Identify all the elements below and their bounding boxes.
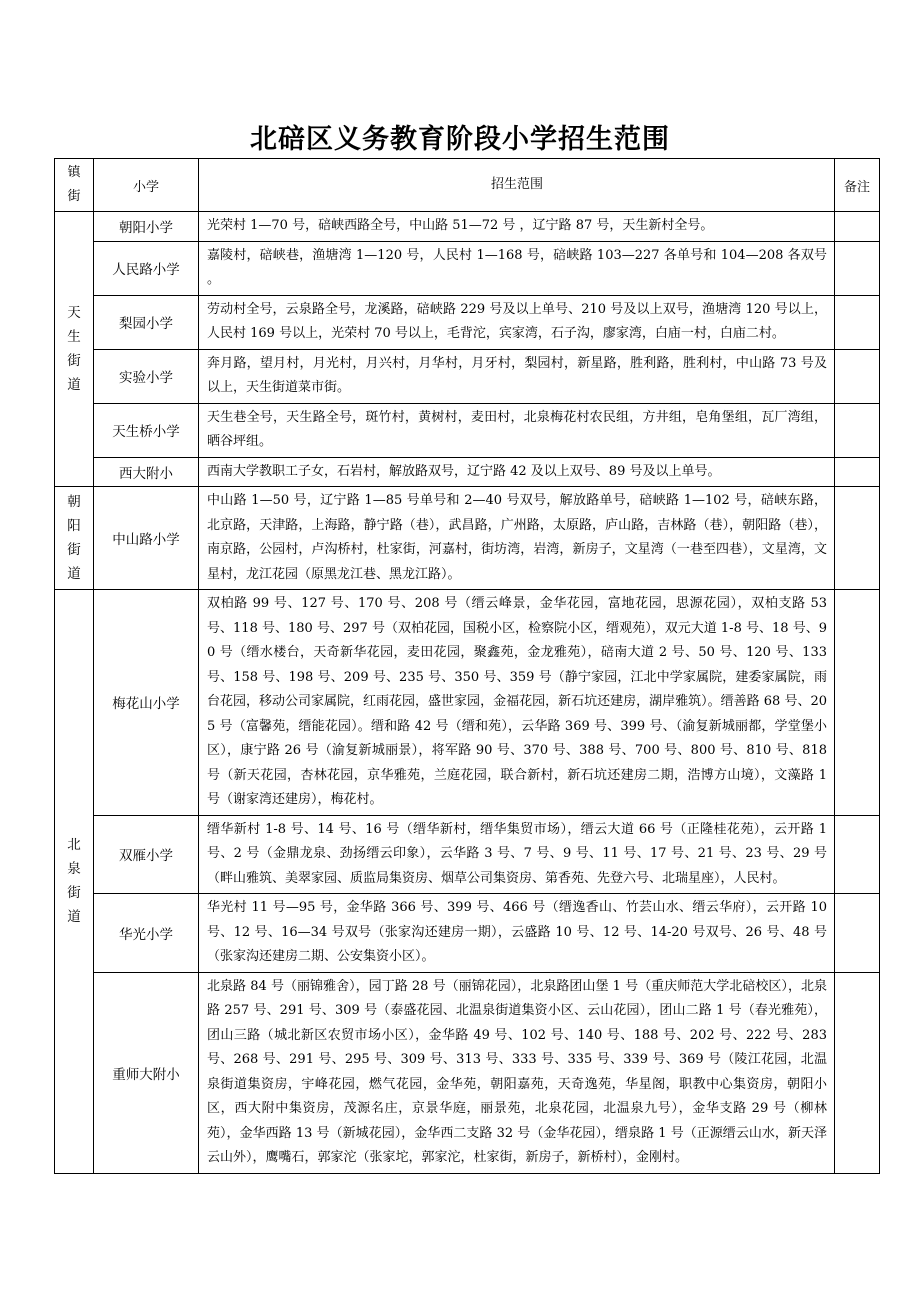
page-title: 北碚区义务教育阶段小学招生范围 xyxy=(250,124,670,155)
school-name: 中山路小学 xyxy=(94,487,199,590)
school-name: 梨园小学 xyxy=(94,295,199,349)
enroll-range: 奔月路，望月村，月光村，月兴村，月华村，月牙村，梨园村，新星路，胜利路，胜利村，中山路 73 号及以上，天生街道菜市街。 xyxy=(199,349,835,403)
enroll-range: 光荣村 1—70 号，碚峡西路全号，中山路 51—72 号 ，辽宁路 87 号，天生新村全号。 xyxy=(199,212,835,242)
table-header-row xyxy=(55,159,880,212)
header-note: 备注 xyxy=(835,159,880,212)
school-name: 双雁小学 xyxy=(94,815,199,894)
table-row xyxy=(55,212,880,242)
table-row xyxy=(55,972,880,1173)
enroll-range: 缙华新村 1-8 号、14 号、16 号（缙华新村，缙华集贸市场），缙云大道 66 号（正隆桂花苑），云开路 1 号、2 号（金鼎龙泉、劲扬缙云印象），云华路 3 号、7 号、9 号、11 号、17 号、21 号、23 号、29 号（畔山雅筑、美翠家园、质监局集资房、烟草公司集资房、第香苑、先登六号、北瑞星座），人民村。 xyxy=(199,815,835,894)
enroll-range: 天生巷全号，天生路全号，斑竹村，黄树村，麦田村，北泉梅花村农民组，方井组，皂角堡组，瓦厂湾组，晒谷坪组。 xyxy=(199,403,835,457)
town-cell: 朝阳街道 xyxy=(55,487,94,590)
town-cell: 天生街道 xyxy=(55,212,94,487)
school-name: 天生桥小学 xyxy=(94,403,199,457)
table-row xyxy=(55,815,880,894)
note-cell xyxy=(835,457,880,487)
enroll-range: 西南大学教职工子女，石岩村，解放路双号，辽宁路 42 及以上双号、89 号及以上单号。 xyxy=(199,457,835,487)
school-name: 朝阳小学 xyxy=(94,212,199,242)
table-row xyxy=(55,457,880,487)
header-town: 镇街 xyxy=(55,159,94,212)
note-cell xyxy=(835,487,880,590)
note-cell xyxy=(835,349,880,403)
enroll-range: 中山路 1—50 号，辽宁路 1—85 号单号和 2—40 号双号，解放路单号，碚峡路 1—102 号，碚峡东路，北京路，天津路，上海路，静宁路（巷），武昌路，广州路，太原路，庐山路，吉林路（巷），朝阳路（巷），南京路，公园村，卢沟桥村，杜家街，河嘉村，街坊湾，岩湾，新房子，文星湾（一巷至四巷），文星湾，文星村，龙江花园（原黑龙江巷、黑龙江路）。 xyxy=(199,487,835,590)
note-cell xyxy=(835,241,880,295)
school-name: 华光小学 xyxy=(94,894,199,973)
table-row xyxy=(55,349,880,403)
note-cell xyxy=(835,212,880,242)
table-row xyxy=(55,403,880,457)
note-cell xyxy=(835,972,880,1173)
note-cell xyxy=(835,894,880,973)
enroll-range: 嘉陵村，碚峡巷，渔塘湾 1—120 号，人民村 1—168 号，碚峡路 103—227 各单号和 104—208 各双号 。 xyxy=(199,241,835,295)
town-cell: 北泉街道 xyxy=(55,590,94,1174)
enroll-range: 华光村 11 号—95 号，金华路 366 号、399 号、466 号（缙逸香山、竹芸山水、缙云华府），云开路 10 号、12 号、16—34 号双号（张家沟还建房一期），云盛路 10 号、12 号、14-20 号双号、26 号、48 号（张家沟还建房二期、公安集资小区）。 xyxy=(199,894,835,973)
table-row xyxy=(55,590,880,816)
note-cell xyxy=(835,403,880,457)
enroll-range: 劳动村全号，云泉路全号，龙溪路，碚峡路 229 号及以上单号、210 号及以上双号，渔塘湾 120 号以上，人民村 169 号以上，光荣村 70 号以上，毛背沱，宾家湾，石子沟，廖家湾，白庙一村，白庙二村。 xyxy=(199,295,835,349)
enrollment-table xyxy=(54,158,880,1174)
table-row xyxy=(55,894,880,973)
note-cell xyxy=(835,590,880,816)
school-name: 实验小学 xyxy=(94,349,199,403)
table-row xyxy=(55,241,880,295)
table-row xyxy=(55,295,880,349)
note-cell xyxy=(835,295,880,349)
table-row xyxy=(55,487,880,590)
header-range: 招生范围 xyxy=(199,159,835,212)
school-name: 梅花山小学 xyxy=(94,590,199,816)
enroll-range: 双柏路 99 号、127 号、170 号、208 号（缙云峰景，金华花园，富地花园，思源花园），双柏支路 53 号、118 号、180 号、297 号（双柏花园，国税小区，检察院小区，缙观苑），双元大道 1-8 号、18 号、90 号（缙水楼台，天奇新华花园，麦田花园，聚鑫苑，金龙雅苑），碚南大道 2 号、50 号、120 号、133 号、158 号、198 号、209 号、235 号、350 号、359 号（静宁家园，江北中学家属院，建委家属院，雨台花园，移动公司家属院，红雨花园，盛世家园，金福花园，新石坑还建房，湖岸雅筑）。缙善路 68 号、205 号（富馨苑，缙能花园）。缙和路 42 号（缙和苑），云华路 369 号、399 号、（渝复新城丽都，学堂堡小区），康宁路 26 号（渝复新城丽景），将军路 90 号、370 号、388 号、700 号、800 号、810 号、818 号（新天花园，杏林花园，京华雅苑，兰庭花园，联合新村，新石坑还建房二期，浩博方山境），文藻路 1 号（谢家湾还建房），梅花村。 xyxy=(199,590,835,816)
note-cell xyxy=(835,815,880,894)
enroll-range: 北泉路 84 号（丽锦雅舍），园丁路 28 号（丽锦花园），北泉路团山堡 1 号（重庆师范大学北碚校区），北泉路 257 号、291 号、309 号（泰盛花园、北温泉街道集资小区、云山花园），团山二路 1 号（春光雅苑），团山三路（城北新区农贸市场小区），金华路 49 号、102 号、140 号、188 号、202 号、222 号、283 号、268 号、291 号、295 号、309 号、313 号、333 号、335 号、339 号、369 号（陵江花园，北温泉街道集资房，宇峰花园，燃气花园，金华苑，朝阳嘉苑，天奇逸苑，华星阁，职教中心集资房，朝阳小区，西大附中集资房，茂源名庄，京景华庭，丽景苑，北泉花园，北温泉九号），金华支路 29 号（柳林苑），金华西路 13 号（新城花园），金华西二支路 32 号（金华花园），缙泉路 1 号（正源缙云山水，新天泽云山外），鹰嘴石，郭家沱（张家坨，郭家沱，杜家街，新房子，新桥村），金刚村。 xyxy=(199,972,835,1173)
header-school: 小学 xyxy=(94,159,199,212)
school-name: 人民路小学 xyxy=(94,241,199,295)
school-name: 重师大附小 xyxy=(94,972,199,1173)
school-name: 西大附小 xyxy=(94,457,199,487)
